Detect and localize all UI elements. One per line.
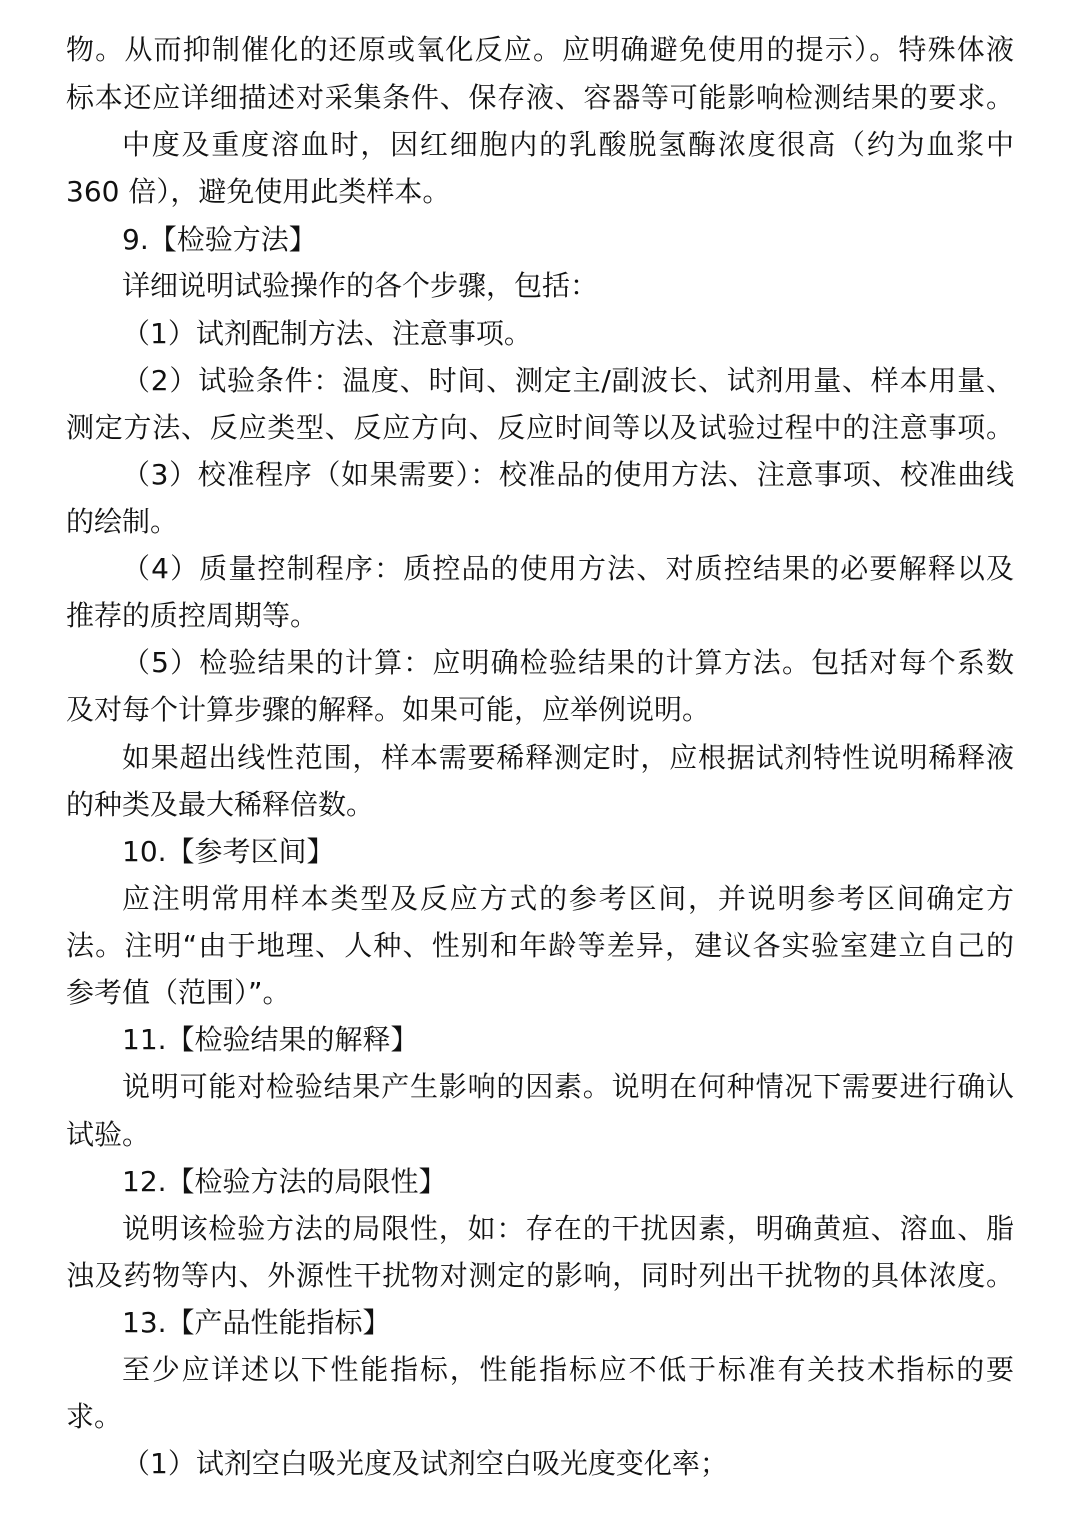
text-line: 说明可能对检验结果产生影响的因素。说明在何种情况下需要进行确认 xyxy=(122,1070,1014,1103)
text-line: 标本还应详细描述对采集条件、保存液、容器等可能影响检测结果的要求。 xyxy=(66,81,1014,114)
text-line: 推荐的质控周期等。 xyxy=(66,599,319,632)
section-heading-9: 9.【检验方法】 xyxy=(122,223,317,256)
section-heading-12: 12.【检验方法的局限性】 xyxy=(122,1165,447,1198)
text-line: 法。注明“由于地理、人种、性别和年龄等差异，建议各实验室建立自己的 xyxy=(66,929,1014,962)
text-line: 的绘制。 xyxy=(66,505,179,538)
text-line: 试验。 xyxy=(66,1118,151,1151)
text-line: 详细说明试验操作的各个步骤，包括： xyxy=(122,269,599,302)
text-line: 如果超出线性范围，样本需要稀释测定时，应根据试剂特性说明稀释液 xyxy=(122,741,1014,774)
text-line: 测定方法、反应类型、反应方向、反应时间等以及试验过程中的注意事项。 xyxy=(66,411,1014,444)
text-line: 360 倍），避免使用此类样本。 xyxy=(66,175,451,208)
list-item: （4）质量控制程序：质控品的使用方法、对质控结果的必要解释以及 xyxy=(122,552,1014,585)
list-item: （2）试验条件：温度、时间、测定主/副波长、试剂用量、样本用量、 xyxy=(122,364,1014,397)
text-line: 至少应详述以下性能指标，性能指标应不低于标准有关技术指标的要 xyxy=(122,1353,1014,1386)
text-line: 求。 xyxy=(66,1400,123,1433)
text-line: 参考值（范围）”。 xyxy=(66,976,291,1009)
list-item: （5）检验结果的计算：应明确检验结果的计算方法。包括对每个系数 xyxy=(122,646,1014,679)
section-heading-10: 10.【参考区间】 xyxy=(122,835,335,868)
section-heading-11: 11.【检验结果的解释】 xyxy=(122,1023,419,1056)
section-heading-13: 13.【产品性能指标】 xyxy=(122,1306,391,1339)
text-line: 中度及重度溶血时，因红细胞内的乳酸脱氢酶浓度很高（约为血浆中 xyxy=(122,128,1014,161)
text-line: 浊及药物等内、外源性干扰物对测定的影响，同时列出干扰物的具体浓度。 xyxy=(66,1259,1014,1292)
text-line: 的种类及最大稀释倍数。 xyxy=(66,788,375,821)
text-line: 物。从而抑制催化的还原或氧化反应。应明确避免使用的提示）。特殊体液 xyxy=(66,33,1014,66)
text-line: 应注明常用样本类型及反应方式的参考区间，并说明参考区间确定方 xyxy=(122,882,1014,915)
text-line: 及对每个计算步骤的解释。如果可能，应举例说明。 xyxy=(66,693,711,726)
list-item: （1）试剂配制方法、注意事项。 xyxy=(122,317,532,350)
text-line: 说明该检验方法的局限性，如：存在的干扰因素，明确黄疸、溶血、脂 xyxy=(122,1212,1014,1245)
list-item: （1）试剂空白吸光度及试剂空白吸光度变化率； xyxy=(122,1447,728,1480)
list-item: （3）校准程序（如果需要）：校准品的使用方法、注意事项、校准曲线 xyxy=(122,458,1014,491)
